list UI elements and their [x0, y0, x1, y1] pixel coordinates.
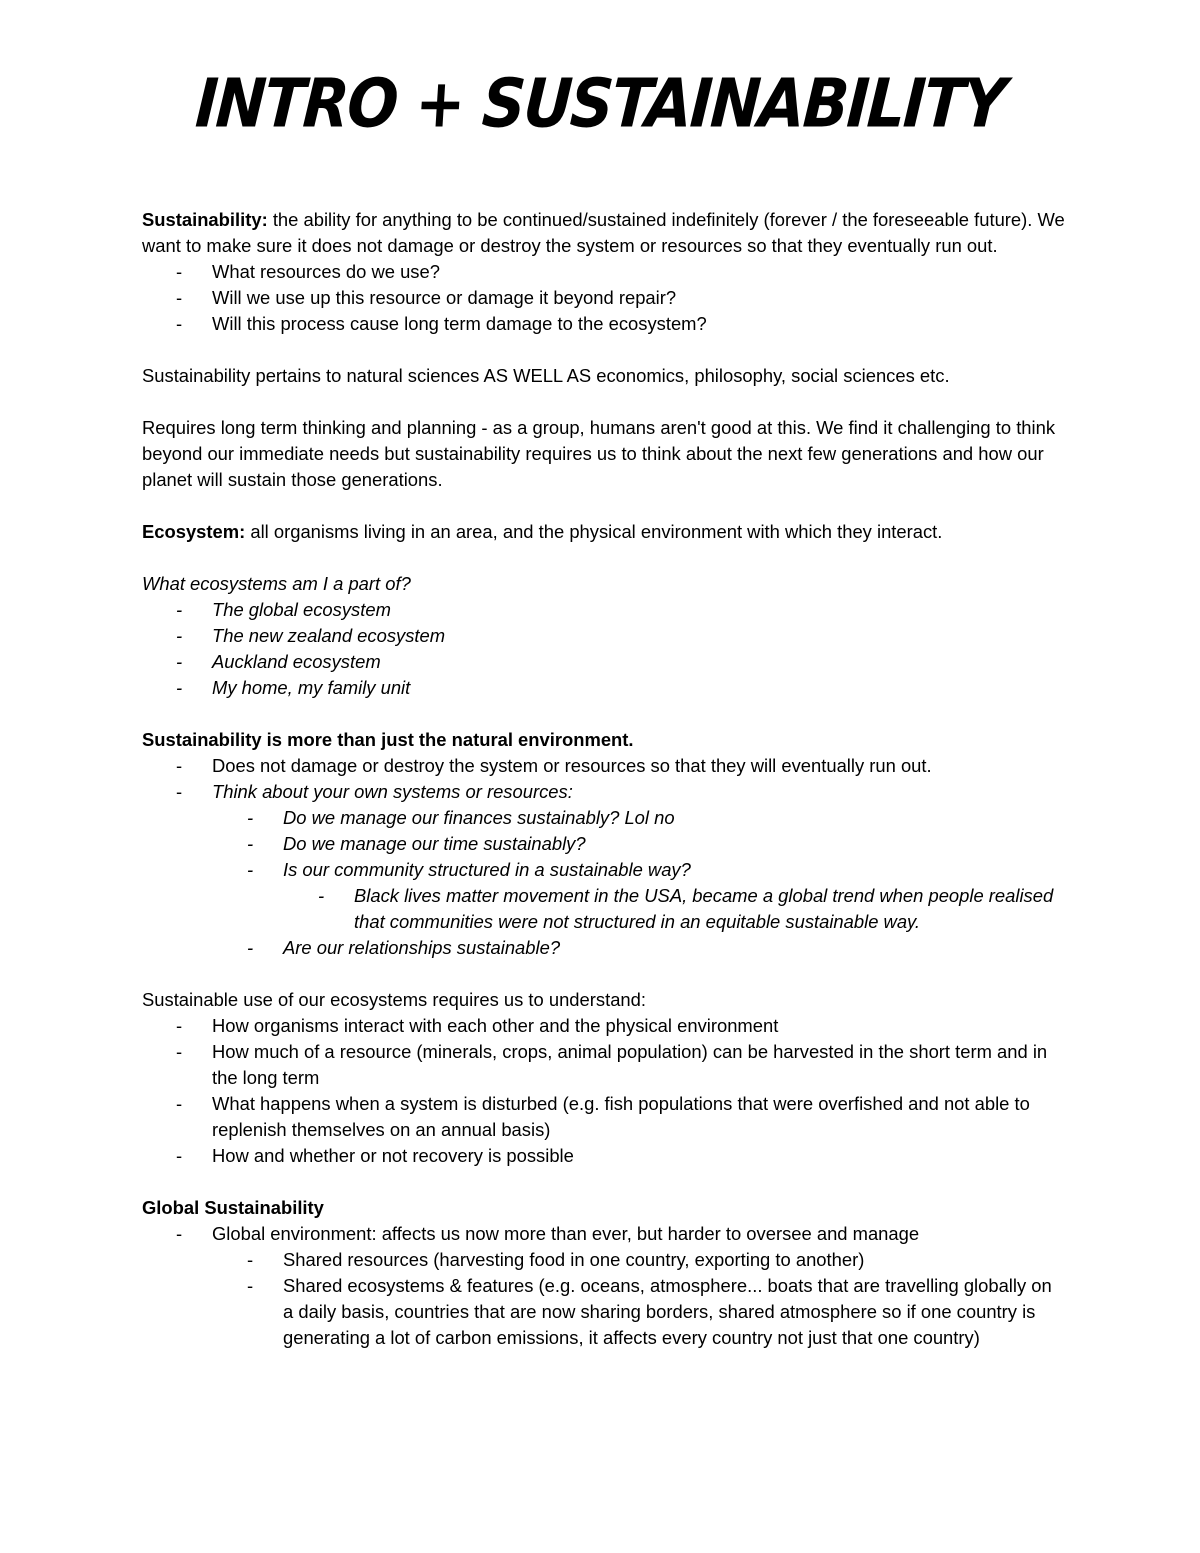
sustainability-text: the ability for anything to be continued/sustained indefinitely (forever / the foreseeable future). We want to make sure it does not damage or destroy the system or resources so that they eventually run out.: [142, 209, 1065, 256]
page-title: INTRO + SUSTAINABILITY: [193, 64, 1007, 144]
global-sublist: [212, 1247, 1067, 1351]
list-item: - What resources do we use?: [212, 259, 1067, 285]
list-item: - The global ecosystem: [212, 597, 1067, 623]
list-item: [212, 1221, 1067, 1351]
pertains-paragraph: Sustainability pertains to natural sciences AS WELL AS economics, philosophy, social sciences etc.: [142, 365, 950, 386]
sustainable-use-intro: Sustainable use of our ecosystems requires us to understand:: [142, 989, 646, 1010]
list-item: - Auckland ecosystem: [212, 649, 1067, 675]
ecosystem-text: all organisms living in an area, and the physical environment with which they interact.: [245, 521, 943, 542]
sustainability-definition: [142, 207, 1067, 259]
long-term-paragraph: Requires long term thinking and planning - as a group, humans aren't good at this. We find it challenging to think beyond our immediate needs but sustainability requires us to think about the next few generations and how our planet will sustain those generations.: [142, 417, 1056, 490]
list-item: - Shared ecosystems & features (e.g. oceans, atmosphere... boats that are travelling globally on a daily basis, countries that are now sharing borders, shared atmosphere so if one country is generating a lot of carbon emissions, it affects every country not just that one country): [283, 1273, 1067, 1351]
own-systems-prompt: Think about your own systems or resources:: [212, 781, 573, 802]
list-item: - How organisms interact with each other and the physical environment: [212, 1013, 1067, 1039]
list-item: [283, 857, 1067, 935]
list-item: - Will this process cause long term damage to the ecosystem?: [212, 311, 1067, 337]
list-item: - Shared resources (harvesting food in one country, exporting to another): [283, 1247, 1067, 1273]
own-systems-list: [212, 805, 1067, 961]
global-heading: Global Sustainability: [142, 1197, 324, 1218]
document-body: [142, 207, 1067, 1351]
list-item: - How and whether or not recovery is possible: [212, 1143, 1067, 1169]
sustainability-questions: [142, 259, 1067, 337]
sustainability-term: Sustainability:: [142, 209, 268, 230]
ecosystem-term: Ecosystem:: [142, 521, 246, 542]
community-question: Is our community structured in a sustainable way?: [283, 859, 691, 880]
list-item: - Does not damage or destroy the system or resources so that they will eventually run out.: [212, 753, 1067, 779]
list-item: - Will we use up this resource or damage it beyond repair?: [212, 285, 1067, 311]
global-list: [142, 1221, 1067, 1351]
sustainable-use-list: [142, 1013, 1067, 1169]
more-than-list: [142, 753, 1067, 961]
ecosystems-list: [142, 597, 1067, 701]
community-sublist: [283, 883, 1067, 935]
global-environment: Global environment: affects us now more than ever, but harder to oversee and manage: [212, 1223, 920, 1244]
list-item: [212, 779, 1067, 961]
list-item: - How much of a resource (minerals, crops, animal population) can be harvested in the short term and in the long term: [212, 1039, 1067, 1091]
list-item: - What happens when a system is disturbed (e.g. fish populations that were overfished and not able to replenish themselves on an annual basis): [212, 1091, 1067, 1143]
list-item: - Are our relationships sustainable?: [283, 935, 1067, 961]
list-item: - My home, my family unit: [212, 675, 1067, 701]
list-item: - Black lives matter movement in the USA, became a global trend when people realised that communities were not structured in an equitable sustainable way.: [354, 883, 1067, 935]
list-item: - Do we manage our finances sustainably? Lol no: [283, 805, 1067, 831]
ecosystems-question: What ecosystems am I a part of?: [142, 573, 411, 594]
list-item: - The new zealand ecosystem: [212, 623, 1067, 649]
ecosystem-definition: [142, 519, 1067, 545]
list-item: - Do we manage our time sustainably?: [283, 831, 1067, 857]
more-than-heading: Sustainability is more than just the natural environment.: [142, 729, 634, 750]
